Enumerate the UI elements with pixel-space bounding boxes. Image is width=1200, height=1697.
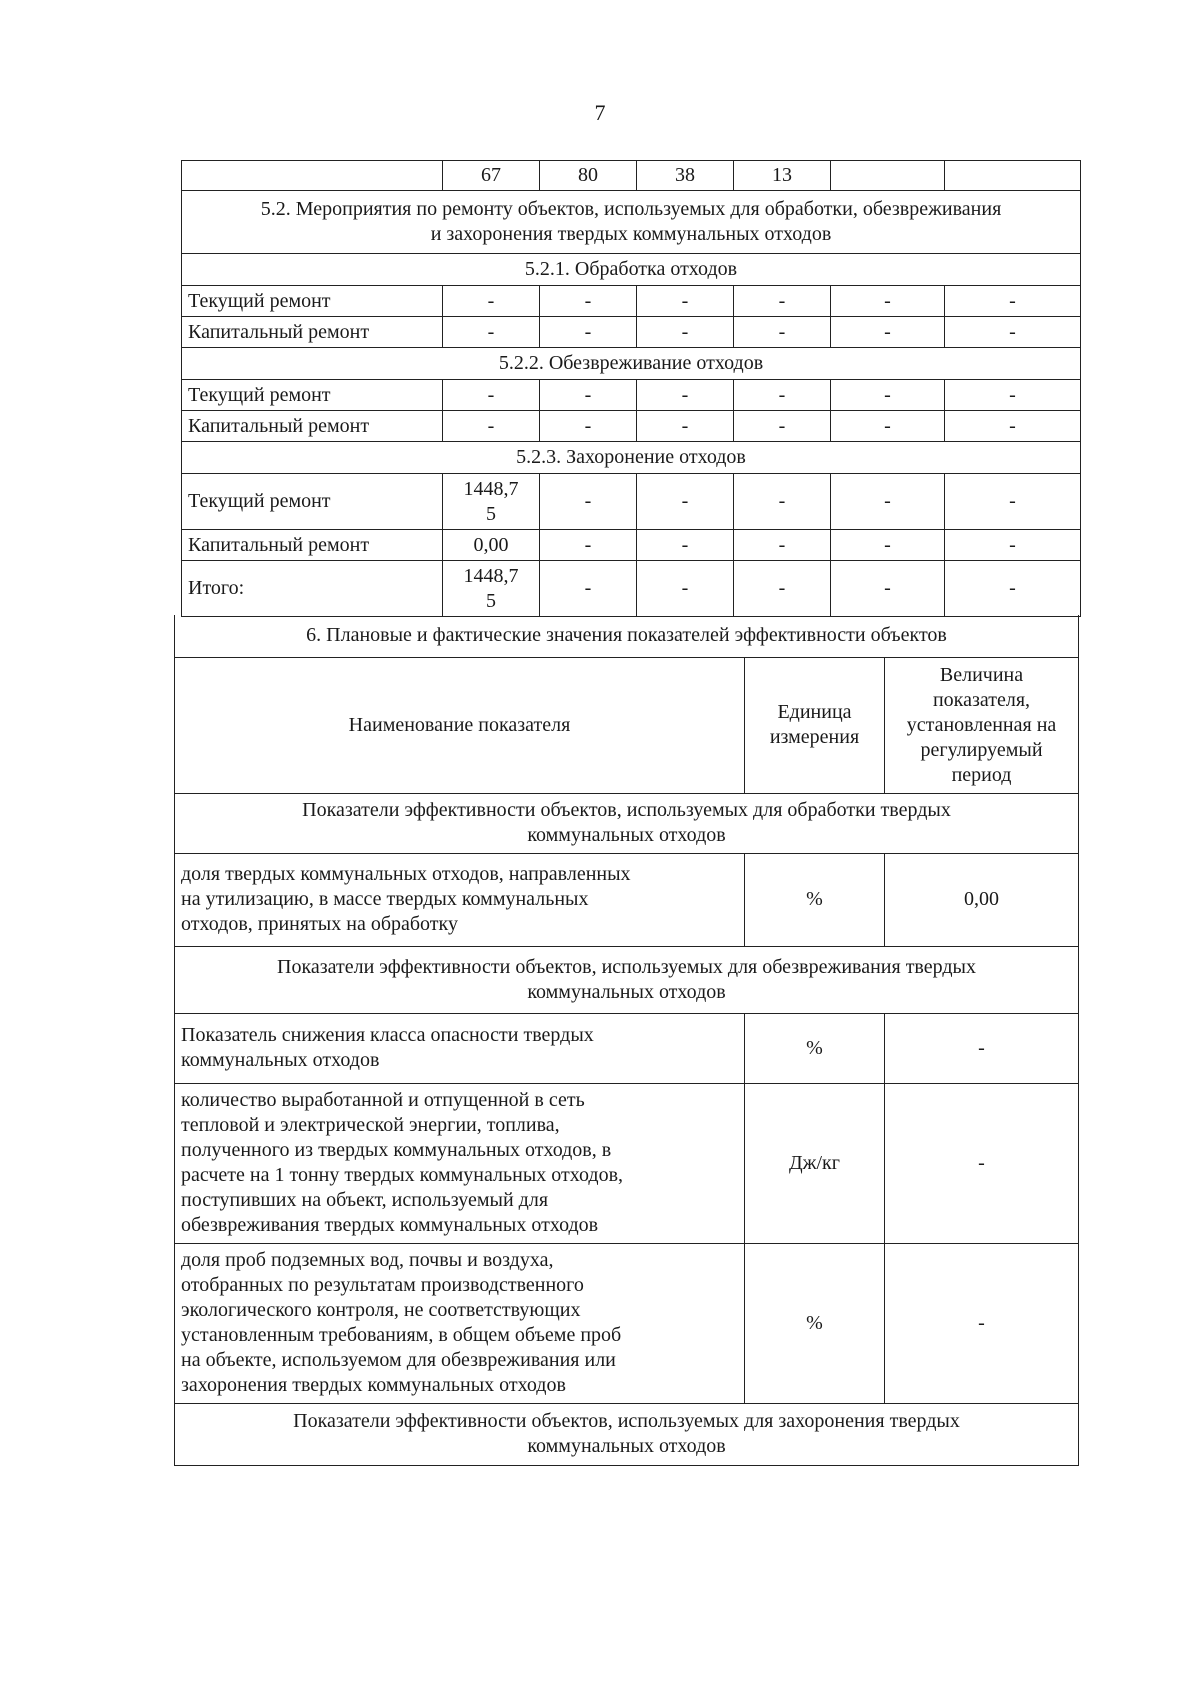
row-label: Текущий ремонт: [182, 380, 443, 411]
value-cell: 0,00: [443, 530, 540, 561]
indicator-line: коммунальных отходов: [181, 1049, 380, 1071]
table-cell: -: [831, 474, 945, 530]
header-line: измерения: [769, 726, 860, 748]
indicator-line: на утилизацию, в массе твердых коммунальных: [181, 888, 589, 910]
indicator-value: 0,00: [885, 853, 1079, 946]
table-cell: -: [637, 411, 734, 442]
table-row: [182, 530, 1081, 561]
table-row: [175, 1243, 1079, 1403]
table-cell: -: [831, 317, 945, 348]
table-cell: -: [945, 561, 1081, 617]
indicator-line: количество выработанной и отпущенной в сеть: [181, 1089, 585, 1111]
table-title-row: [175, 615, 1079, 657]
section-title: [175, 793, 1079, 853]
indicator-line: доля проб подземных вод, почвы и воздуха,: [181, 1249, 554, 1271]
table-cell: -: [831, 530, 945, 561]
row-label: Капитальный ремонт: [182, 411, 443, 442]
table-row: [182, 317, 1081, 348]
header-line: Единица: [777, 701, 852, 723]
header-row: [175, 657, 1079, 793]
table-cell: -: [540, 411, 637, 442]
row-label: Капитальный ремонт: [182, 530, 443, 561]
table-cell: -: [945, 474, 1081, 530]
group-title-row: [182, 348, 1081, 380]
indicator-line: обезвреживания твердых коммунальных отходов: [181, 1214, 599, 1236]
value-cell: [443, 474, 540, 530]
page-number: 7: [594, 100, 606, 125]
table-cell: -: [831, 380, 945, 411]
table-cell: -: [443, 286, 540, 317]
total-value-cell: [443, 561, 540, 617]
table-cell: -: [540, 286, 637, 317]
value-line: 1448,7: [463, 477, 519, 500]
table-cell: -: [540, 317, 637, 348]
table-cell: -: [831, 561, 945, 617]
indicator-unit: Дж/кг: [745, 1083, 885, 1243]
indicator-line: полученного из твердых коммунальных отходов, в: [181, 1139, 612, 1161]
table-cell: -: [637, 286, 734, 317]
table-cell: -: [637, 380, 734, 411]
indicator-line: тепловой и электрической энергии, топлива,: [181, 1114, 560, 1136]
header-line: установленная на: [906, 713, 1057, 736]
section-title-row: [175, 1403, 1079, 1465]
table-cell: -: [734, 530, 831, 561]
table-cell: -: [945, 380, 1081, 411]
table-cell: -: [637, 317, 734, 348]
table-cell: -: [831, 286, 945, 317]
indicator-value: -: [885, 1013, 1079, 1083]
indicator-line: отходов, принятых на обработку: [181, 913, 458, 935]
table-cell: -: [734, 317, 831, 348]
indicator-name: [175, 1243, 745, 1403]
section-title-line: коммунальных отходов: [527, 824, 726, 846]
total-label: Итого:: [182, 561, 443, 617]
table-cell: -: [637, 530, 734, 561]
indicator-line: расчете на 1 тонну твердых коммунальных отходов,: [181, 1164, 624, 1186]
table-cell: -: [540, 561, 637, 617]
table-cell: -: [734, 286, 831, 317]
indicator-line: Показатель снижения класса опасности твердых: [181, 1024, 594, 1046]
section-title-line: Показатели эффективности объектов, используемых для обезвреживания твердых: [277, 955, 976, 978]
table-cell: -: [443, 317, 540, 348]
total-row: [182, 561, 1081, 617]
section-title-line: 5.2. Мероприятия по ремонту объектов, используемых для обработки, обезвреживания: [260, 198, 1002, 220]
table-cell: -: [637, 561, 734, 617]
table-cell: -: [443, 411, 540, 442]
indicator-line: поступивших на объект, используемый для: [181, 1189, 549, 1211]
row-label: Капитальный ремонт: [182, 317, 443, 348]
table-cell: -: [831, 411, 945, 442]
indicator-value: -: [885, 1243, 1079, 1403]
indicator-unit: %: [745, 853, 885, 946]
table-row: [175, 853, 1079, 946]
table-cell: 13: [734, 161, 831, 191]
table-row: [182, 380, 1081, 411]
table-cell: -: [443, 380, 540, 411]
table-cell: -: [945, 411, 1081, 442]
header-line: показателя,: [932, 688, 1031, 711]
table-title: 6. Плановые и фактические значения показателей эффективности объектов: [175, 615, 1079, 657]
row-label: Текущий ремонт: [182, 286, 443, 317]
section-title-line: Показатели эффективности объектов, используемых для захоронения твердых: [293, 1410, 960, 1432]
table-cell: -: [637, 474, 734, 530]
table-cell: -: [540, 530, 637, 561]
table-cell: 67: [443, 161, 540, 191]
section-title-row: [175, 793, 1079, 853]
header-value: [885, 657, 1079, 793]
value-line: 5: [486, 502, 496, 525]
section-title: [175, 946, 1079, 1013]
table-row: [182, 411, 1081, 442]
table-row: [182, 474, 1081, 530]
group-title-row: [182, 442, 1081, 474]
table-row: [175, 1013, 1079, 1083]
row-label: Текущий ремонт: [182, 474, 443, 530]
group-title: 5.2.3. Захоронение отходов: [182, 442, 1081, 474]
section-title: [175, 1403, 1079, 1465]
indicator-value: -: [885, 1083, 1079, 1243]
table-cell: -: [945, 317, 1081, 348]
table-cell: 80: [540, 161, 637, 191]
table-cell: -: [945, 286, 1081, 317]
section-title-line: коммунальных отходов: [527, 1435, 726, 1457]
section-title-line: Показатели эффективности объектов, используемых для обработки твердых: [302, 799, 951, 821]
table-cell: [182, 161, 443, 191]
indicator-unit: %: [745, 1243, 885, 1403]
table-cell: 38: [637, 161, 734, 191]
table-cell: [945, 161, 1081, 191]
section-title-row: [175, 946, 1079, 1013]
table-cell: -: [540, 474, 637, 530]
table-row: [182, 286, 1081, 317]
repair-measures-table: [181, 160, 1081, 617]
group-title: 5.2.1. Обработка отходов: [182, 254, 1081, 286]
value-line: 1448,7: [463, 564, 519, 587]
table-row: [182, 161, 1081, 191]
table-row: [175, 1083, 1079, 1243]
header-line: регулируемый: [920, 738, 1043, 761]
header-line: период: [951, 763, 1012, 786]
table-cell: -: [540, 380, 637, 411]
value-line: 5: [486, 589, 496, 612]
indicator-line: доля твердых коммунальных отходов, направленных: [181, 863, 631, 885]
indicator-unit: %: [745, 1013, 885, 1083]
header-name: Наименование показателя: [175, 657, 745, 793]
table-cell: [831, 161, 945, 191]
indicator-line: установленным требованиям, в общем объеме проб: [181, 1324, 622, 1346]
section-title: [182, 191, 1081, 254]
section-title-row: [182, 191, 1081, 254]
indicator-name: [175, 853, 745, 946]
indicator-line: захоронения твердых коммунальных отходов: [181, 1374, 566, 1396]
table-cell: -: [734, 380, 831, 411]
group-title-row: [182, 254, 1081, 286]
indicator-name: [175, 1083, 745, 1243]
table-cell: -: [734, 561, 831, 617]
header-unit: [745, 657, 885, 793]
section-title-line: и захоронения твердых коммунальных отходов: [430, 223, 832, 245]
table-cell: -: [734, 474, 831, 530]
efficiency-indicators-table: [174, 615, 1079, 1466]
indicator-name: [175, 1013, 745, 1083]
group-title: 5.2.2. Обезвреживание отходов: [182, 348, 1081, 380]
indicator-line: экологического контроля, не соответствующих: [181, 1299, 581, 1321]
table-cell: -: [945, 530, 1081, 561]
indicator-line: на объекте, используемом для обезвреживания или: [181, 1349, 616, 1371]
header-line: Величина: [939, 663, 1024, 686]
indicator-line: отобранных по результатам производственного: [181, 1274, 584, 1296]
section-title-line: коммунальных отходов: [527, 980, 726, 1003]
table-cell: -: [734, 411, 831, 442]
